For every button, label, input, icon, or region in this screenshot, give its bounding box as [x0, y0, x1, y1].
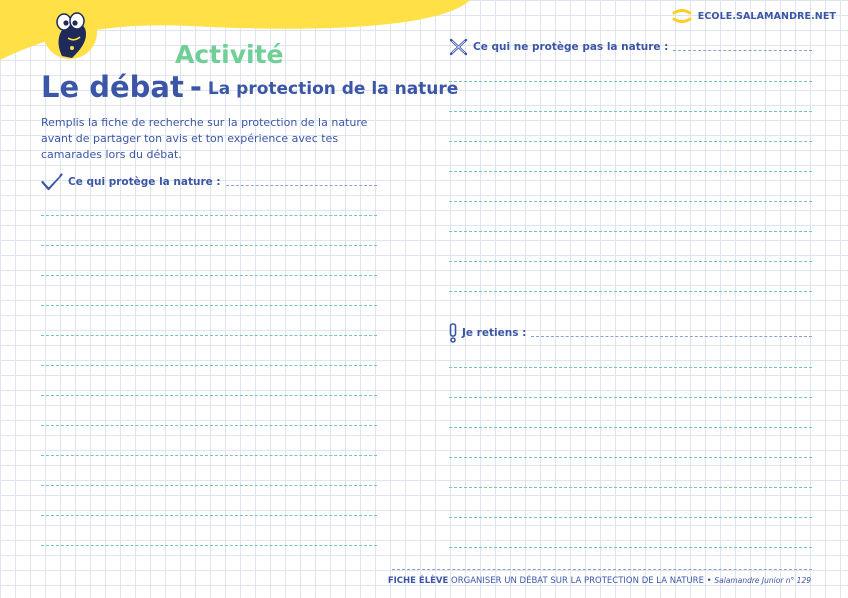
writing-line — [41, 545, 377, 546]
writing-line — [449, 111, 812, 112]
footer-sheet-title: ORGANISER UN DÉBAT SUR LA PROTECTION DE LA NATURE — [451, 576, 704, 586]
writing-line — [41, 335, 377, 336]
writing-line — [41, 305, 377, 306]
site-link[interactable] — [672, 9, 836, 23]
writing-line — [449, 261, 812, 262]
writing-line — [449, 397, 812, 398]
writing-line — [41, 215, 377, 216]
writing-area-not-protects[interactable] — [449, 81, 812, 301]
section-label-remember: Je retiens : — [462, 327, 527, 339]
writing-line — [449, 291, 812, 292]
writing-line — [449, 547, 812, 548]
page-title — [41, 70, 458, 104]
writing-line — [449, 487, 812, 488]
check-icon — [41, 173, 63, 191]
footer-reference: Salamandre Junior n° 129 — [714, 576, 811, 585]
section-heading-remember — [449, 323, 812, 343]
intro-text: Remplis la fiche de recherche sur la protection de la nature avant de partager ton avis et ton expérience avec tes camarades lors du débat. — [41, 116, 368, 161]
writing-line — [449, 517, 812, 518]
site-url: ECOLE.SALAMANDRE.NET — [697, 10, 836, 22]
writing-line — [449, 81, 812, 82]
title-dash: - — [189, 70, 202, 104]
writing-line — [449, 367, 812, 368]
writing-line — [41, 245, 377, 246]
cross-icon — [449, 38, 468, 56]
writing-area-protects[interactable] — [41, 215, 377, 555]
activity-kicker: Activité — [175, 40, 284, 69]
writing-area-remember[interactable] — [449, 367, 812, 557]
writing-line — [449, 141, 812, 142]
writing-line — [449, 427, 812, 428]
writing-line — [449, 201, 812, 202]
writing-line — [41, 425, 377, 426]
writing-line — [41, 515, 377, 516]
footer-bullet: • — [706, 576, 712, 586]
heading-fill-line — [673, 50, 812, 51]
section-heading-protects — [41, 173, 377, 191]
writing-line — [41, 485, 377, 486]
salamandre-logo-icon — [672, 9, 692, 23]
writing-line — [41, 455, 377, 456]
footer — [388, 576, 811, 586]
title-subtitle: La protection de la nature — [207, 79, 459, 99]
writing-line — [449, 171, 812, 172]
writing-line — [41, 395, 377, 396]
writing-line — [449, 457, 812, 458]
salamander-mascot-logo — [42, 4, 98, 60]
writing-line — [449, 231, 812, 232]
section-label-protects: Ce qui protège la nature : — [68, 176, 221, 188]
footer-divider — [392, 569, 812, 570]
section-heading-not-protects — [449, 38, 812, 56]
title-main: Le débat — [41, 70, 184, 104]
heading-fill-line — [226, 185, 377, 186]
writing-line — [41, 275, 377, 276]
section-label-not-protects: Ce qui ne protège pas la nature : — [473, 41, 669, 53]
heading-fill-line — [531, 336, 812, 337]
writing-line — [41, 365, 377, 366]
exclamation-icon — [449, 323, 457, 343]
footer-sheet-type: FICHE ÉLÈVE — [387, 576, 449, 586]
